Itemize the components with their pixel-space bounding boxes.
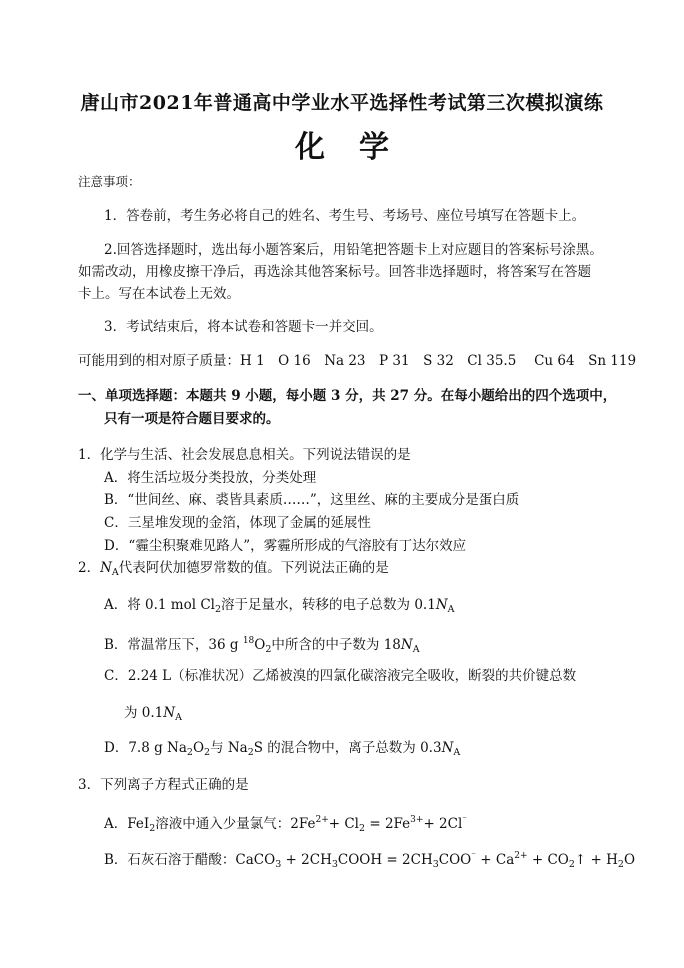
q2-option-c-cont: 为 $0.1N_A$	[124, 705, 182, 723]
notice-item-2-cont: 如需改动，用橡皮擦干净后，再选涂其他答案标号。回答非选择题时，将答案写在答题	[78, 264, 591, 280]
atomic-mass-line: 可能用到的相对原子质量：H 1 O 16 Na 23 P 31 S 32 Cl 35.5 Cu 64 Sn 119	[78, 353, 637, 369]
q1-stem: 1．化学与生活、社会发展息息相关。下列说法错误的是	[78, 447, 411, 463]
q2-stem: 2．$N_A$代表阿伏加德罗常数的值。下列说法正确的是	[78, 560, 389, 578]
section1-heading	[78, 387, 616, 405]
q3-stem: 3．下列离子方程式正确的是	[78, 777, 249, 793]
section1-text: 一、单项选择题：本题共 9 小题，每小题 3 分，共 27 分。在每小题给出的	[78, 388, 536, 404]
exam-title: 唐山市2021年普通高中学业水平选择性考试第三次模拟演练	[80, 92, 604, 114]
q1-option-c: C．三星堆发现的金箔，体现了金属的延展性	[104, 515, 371, 531]
notice-item-2-cont2: 卡上。写在本试卷上无效。	[78, 286, 240, 302]
q1-option-d: D．“霾尘积聚难见路人”，雾霾所形成的气溶胶有丁达尔效应	[104, 538, 467, 554]
q3-option-a: A．FeI$_2$溶液中通入少量氯气：$2Fe^{2+}+ Cl_2 = 2Fe^{3+}+ 2Cl^{^-}$	[104, 815, 468, 834]
subject-title: 化学	[295, 130, 423, 165]
q2-option-a: A．将 0.1 mol $Cl_2$溶于足量水，转移的电子总数为 $0.1N_A$	[104, 597, 455, 615]
q2-option-c: C．2.24 L（标准状况）乙烯被溴的四氯化碳溶液完全吸收，断裂的共价键总数	[104, 668, 577, 684]
notice-heading: 注意事项：	[78, 174, 141, 189]
q3-option-b: B．石灰石溶于醋酸：CaCO$_3$ + $2CH_3COOH = 2CH_3COO^{^-} + Ca^{2+}$ + $CO_2↑ + H_2O$	[104, 851, 636, 870]
notice-item-3: 3．考试结束后，将本试卷和答题卡一并交回。	[104, 319, 383, 335]
q1-option-b: B．“世间丝、麻、裘皆具素质……”，这里丝、麻的主要成分是蛋白质	[104, 492, 520, 508]
notice-item-2: 2.回答选择题时，选出每小题答案后，用铅笔把答题卡上对应题目的答案标号涂黑。	[104, 242, 603, 258]
notice-item-1: 1．答卷前，考生务必将自己的姓名、考生号、考场号、座位号填写在答题卡上。	[104, 208, 586, 224]
section1-emphasis: 四个选项中，	[535, 388, 617, 404]
section1-heading-cont: 只有一项是符合题目要求的。	[104, 411, 280, 427]
q2-option-b: B．常温常压下，36 g $^{18}O_2$中所含的中子数为 $18N_A$	[104, 636, 420, 655]
q1-option-a: A．将生活垃圾分类投放，分类处理	[104, 470, 317, 486]
q2-option-d: D．7.8 g $Na_2O_2$与 $Na_2S$ 的混合物中，离子总数为 $0.3N_A$	[104, 740, 461, 758]
